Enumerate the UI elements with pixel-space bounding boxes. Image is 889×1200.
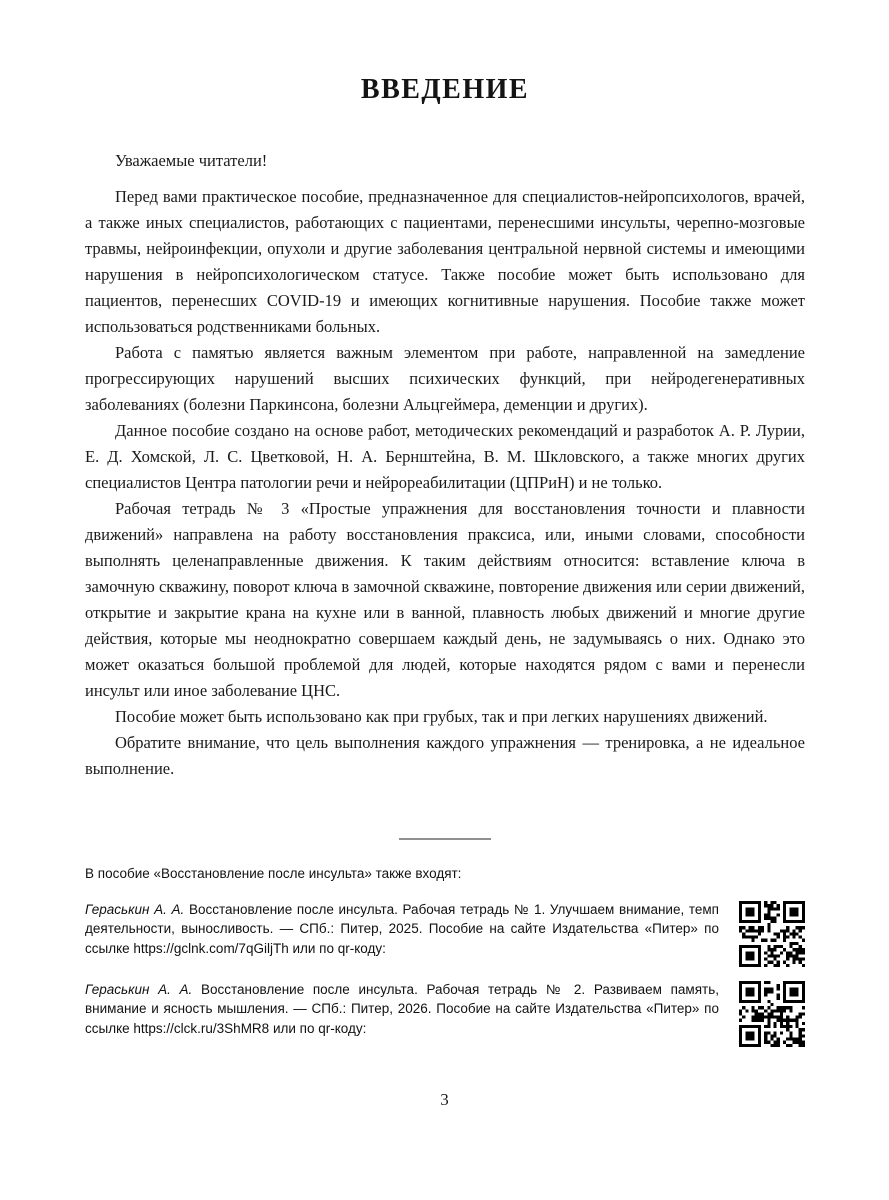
qr-code (739, 901, 805, 967)
reference-text-block (85, 900, 739, 959)
body-paragraph: Пособие может быть использовано как при грубых, так и при легких нарушениях движений. (115, 707, 768, 726)
section-divider (399, 838, 491, 840)
page-title: ВВЕДЕНИЕ (360, 74, 530, 105)
greeting-text: Уважаемые читатели! (115, 151, 268, 170)
page-number: 3 (440, 1090, 449, 1109)
body-paragraph: Перед вами практическое пособие, предназначенное для специалистов-нейропсихологов, врачей, а также иных специалистов, работающих с пациентами, перенесшими инсульты, черепно-мозговые травмы, нейроинфекции, опухоли и другие заболевания центральной нервной системы и имеющими нарушения в нейропсихологическом статусе. Также пособие может быть использовано для пациентов, перенесших COVID-19 и имеющих когнитивные нарушения. Пособие также может использоваться родственниками больных. (85, 187, 805, 336)
reference-text: Восстановление после инсульта. Рабочая тетрадь № 2. Развиваем память, внимание и ясность мышления. — СПб.: Питер, 2026. Пособие на сайте Издательства «Питер» по ссылке https://clck.ru/3ShMR8 или по qr-коду: (85, 981, 719, 1036)
footer-block (85, 864, 805, 1047)
reference-item (85, 900, 805, 967)
body-paragraph: Работа с памятью является важным элементом при работе, направленной на замедление прогрессирующих нарушений высших психических функций, при нейродегенеративных заболеваниях (болезни Паркинсона, болезни Альцгеймера, деменции и других). (85, 343, 805, 414)
footer-intro: В пособие «Восстановление после инсульта» также входят: (85, 866, 462, 881)
reference-text: Восстановление после инсульта. Рабочая тетрадь № 1. Улучшаем внимание, темп деятельности, выносливость. — СПб.: Питер, 2025. Пособие на сайте Издательства «Питер» по ссылке https://gclnk.com/7qGiljTh или по qr-коду: (85, 901, 719, 956)
qr-code (739, 981, 805, 1047)
body-text-block (85, 148, 805, 782)
reference-author: Гераськин А. А. (85, 981, 193, 997)
reference-item (85, 980, 805, 1047)
body-paragraph: Рабочая тетрадь № 3 «Простые упражнения для восстановления точности и плавности движений» направлена на работу восстановления праксиса, или, иными словами, способности выполнять целенаправленные движения. К таким действиям относится: вставление ключа в замочную скважину, поворот ключа в замочной скважине, повторение движения или серии движений, открытие и закрытие крана на кухне или в ванной, плавность любых движений и многие другие действия, которые мы неоднократно совершаем каждый день, не задумываясь о них. Однако это может оказаться большой проблемой для людей, которые находятся рядом с вами и перенесли инсульт или иное заболевание ЦНС. (85, 499, 805, 700)
body-paragraph: Обратите внимание, что цель выполнения каждого упражнения — тренировка, а не идеальное выполнение. (85, 733, 805, 778)
reference-text-block (85, 980, 739, 1039)
reference-author: Гераськин А. А. (85, 901, 185, 917)
body-paragraph: Данное пособие создано на основе работ, методических рекомендаций и разработок А. Р. Лурии, Е. Д. Хомской, Л. С. Цветковой, Н. А. Бернштейна, В. М. Шкловского, а также многих других специалистов Центра патологии речи и нейрореабилитации (ЦПРиН) и не только. (85, 421, 805, 492)
page-content (85, 0, 805, 1047)
